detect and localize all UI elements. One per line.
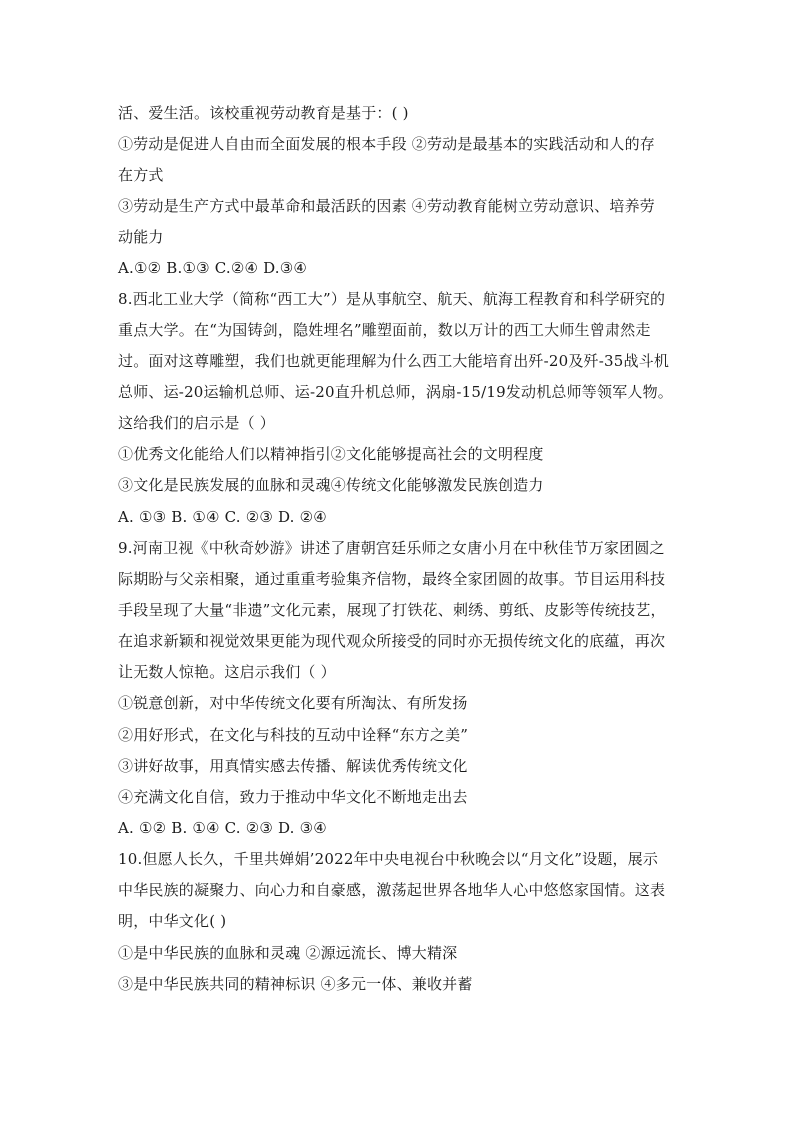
question-9: 9.河南卫视《中秋奇妙游》讲述了唐朝宫廷乐师之女唐小月在中秋佳节万家团圆之 bbox=[118, 539, 665, 557]
question-8: 8.西北工业大学（简称“西工大”）是从事航空、航天、航海工程教育和科学研究的 bbox=[118, 290, 666, 308]
text-line: 活、爱生活。该校重视劳动教育是基于：( ) bbox=[118, 104, 409, 122]
text-line: 在追求新颖和视觉效果更能为现代观众所接受的同时亦无损传统文化的底蕴，再次 bbox=[118, 632, 666, 650]
text-line: 在方式 bbox=[118, 166, 164, 184]
answer-options: A. ①③ B. ①④ C. ②③ D. ②④ bbox=[118, 508, 327, 526]
answer-options: A.①② B.①③ C.②④ D.③④ bbox=[118, 259, 308, 277]
text-line: ①劳动是促进人自由而全面发展的根本手段 ②劳动是最基本的实践活动和人的存 bbox=[118, 135, 655, 153]
text-line: 过。面对这尊雕塑，我们也就更能理解为什么西工大能培育出歼-20及歼-35战斗机 bbox=[118, 352, 670, 370]
text-line: 总师、运-20运输机总师、运-20直升机总师，涡扇-15/19发动机总师等领军人物。 bbox=[118, 383, 674, 401]
text-line: 中华民族的凝聚力、向心力和自豪感，激荡起世界各地华人心中悠悠家国情。这表 bbox=[118, 881, 666, 899]
text-line: 手段呈现了大量“非遗”文化元素，展现了打铁花、刺绣、剪纸、皮影等传统技艺， bbox=[118, 601, 666, 619]
text-line: ③劳动是生产方式中最革命和最活跃的因素 ④劳动教育能树立劳动意识、培养劳 bbox=[118, 197, 655, 215]
text-line: ④充满文化自信，致力于推动中华文化不断地走出去 bbox=[118, 788, 468, 806]
text-line: 动能力 bbox=[118, 228, 164, 246]
text-line: ①优秀文化能给人们以精神指引②文化能够提高社会的文明程度 bbox=[118, 445, 544, 463]
text-line: ③讲好故事，用真情实感去传播、解读优秀传统文化 bbox=[118, 757, 468, 775]
text-line: 际期盼与父亲相聚，通过重重考验集齐信物，最终全家团圆的故事。节目运用科技 bbox=[118, 570, 666, 588]
text-line: ①是中华民族的血脉和灵魂 ②源远流长、博大精深 bbox=[118, 944, 458, 962]
text-line: ③是中华民族共同的精神标识 ④多元一体、兼收并蓄 bbox=[118, 975, 473, 993]
question-10: 10.但愿人长久，千里共婵娟’2022年中央电视台中秋晚会以“月文化”设题，展示 bbox=[118, 850, 659, 868]
text-line: ②用好形式，在文化与科技的互动中诠释“东方之美” bbox=[118, 726, 469, 744]
text-line: 让无数人惊艳。这启示我们（ ） bbox=[118, 663, 336, 681]
text-line: 这给我们的启示是（ ） bbox=[118, 414, 275, 432]
text-line: ③文化是民族发展的血脉和灵魂④传统文化能够激发民族创造力 bbox=[118, 476, 544, 494]
text-line: 重点大学。在“为国铸剑，隐姓埋名”雕塑面前，数以万计的西工大师生曾肃然走 bbox=[118, 321, 651, 339]
answer-options: A. ①② B. ①④ C. ②③ D. ③④ bbox=[118, 819, 327, 837]
text-line: ①锐意创新，对中华传统文化要有所淘汰、有所发扬 bbox=[118, 694, 468, 712]
text-line: 明，中华文化( ) bbox=[118, 912, 227, 930]
